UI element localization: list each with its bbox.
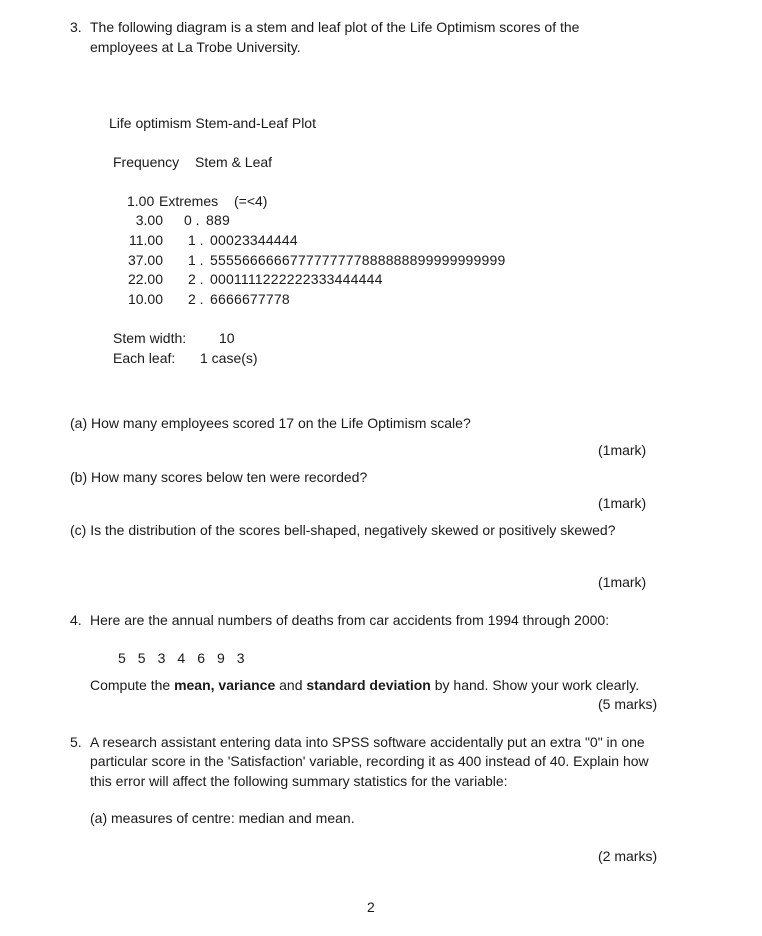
row-leaf: 5555666666777777777888888899999999999 (210, 252, 506, 268)
q3a-mark: (1mark) (598, 442, 647, 458)
extremes-label: Extremes (159, 193, 219, 209)
q5a-text: (a) measures of centre: median and mean. (90, 810, 355, 826)
q4-text: Here are the annual numbers of deaths from car accidents from 1994 through 2000: (90, 612, 610, 628)
page-number: 2 (367, 899, 375, 915)
data-value: 3 (236, 650, 245, 666)
row-frequency: 11.00 (129, 232, 163, 248)
row-frequency: 10.00 (127, 291, 163, 307)
data-value: 5 (137, 650, 146, 666)
q4-compute-instruction (90, 677, 639, 694)
plot-title: Life optimism Stem-and-Leaf Plot (109, 115, 316, 131)
compute-and: and (275, 677, 307, 693)
q5-text-line2: particular score in the 'Satisfaction' variable, recording it as 400 instead of 40. Explain how (90, 753, 649, 769)
row-stem: 1 . (188, 252, 204, 268)
compute-prefix: Compute the (90, 677, 175, 693)
each-leaf-label: Each leaf: (113, 350, 176, 366)
q3c-text: (c) Is the distribution of the scores bell-shaped, negatively skewed or positively skewed? (70, 522, 616, 538)
data-value: 3 (157, 650, 166, 666)
q4-mark: (5 marks) (598, 696, 658, 712)
q3b-mark: (1mark) (598, 495, 647, 511)
q3b-text: (b) How many scores below ten were recorded? (70, 469, 368, 485)
each-leaf-value: 1 case(s) (200, 350, 258, 366)
row-stem: 2 . (188, 271, 204, 287)
data-value: 9 (216, 650, 225, 666)
data-value: 5 (118, 650, 126, 666)
row-frequency: 37.00 (127, 252, 163, 268)
row-leaf: 889 (206, 212, 230, 228)
q4-number: 4. (70, 612, 82, 628)
row-frequency: 3.00 (135, 212, 163, 228)
plot-header-stem-leaf: Stem & Leaf (195, 154, 273, 170)
extremes-frequency: 1.00 (127, 193, 155, 209)
q5-number: 5. (70, 734, 82, 750)
q5-text-line1: A research assistant entering data into SPSS software accidentally put an extra "0" in one (90, 734, 645, 750)
plot-header-frequency: Frequency (113, 154, 180, 170)
q3-text-line1: The following diagram is a stem and leaf plot of the Life Optimism scores of the (90, 19, 580, 35)
row-stem: 0 . (184, 212, 200, 228)
row-leaf: 00023344444 (210, 232, 298, 248)
extremes-range: (=<4) (234, 193, 268, 209)
q3c-mark: (1mark) (598, 574, 647, 590)
row-leaf: 6666677778 (210, 291, 290, 307)
q5-text-line3: this error will affect the following summary statistics for the variable: (90, 773, 508, 789)
compute-suffix: by hand. Show your work clearly. (430, 677, 640, 693)
q4-data-values (118, 650, 257, 667)
row-stem: 2 . (188, 291, 204, 307)
data-value: 4 (177, 650, 186, 666)
row-stem: 1 . (188, 232, 204, 248)
stem-width-value: 10 (219, 330, 235, 346)
data-value: 6 (197, 650, 205, 666)
row-frequency: 22.00 (127, 271, 163, 287)
q3-text-line2: employees at La Trobe University. (90, 39, 301, 55)
compute-bold-sd: standard deviation (306, 677, 431, 693)
stem-width-label: Stem width: (113, 330, 187, 346)
row-leaf: 0001111222222333444444 (210, 271, 383, 287)
compute-bold-mean-variance: mean, variance (174, 677, 276, 693)
q3-number: 3. (70, 19, 82, 35)
q5-mark: (2 marks) (598, 848, 658, 864)
q3a-text: (a) How many employees scored 17 on the Life Optimism scale? (70, 415, 471, 431)
